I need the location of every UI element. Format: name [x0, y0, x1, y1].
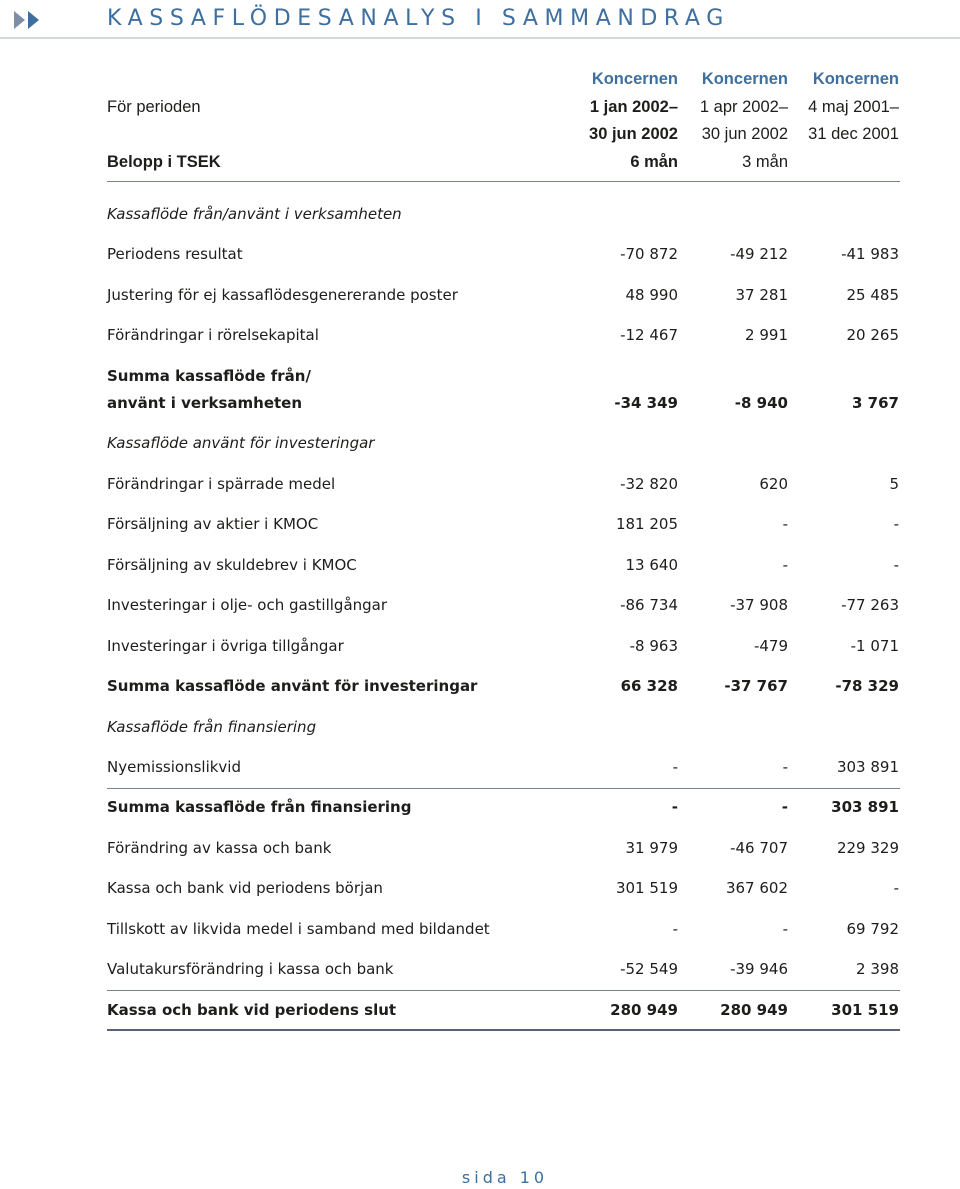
col1-period-to: 30 jun 2002	[589, 125, 678, 143]
header-rule	[107, 181, 900, 182]
subtotal-row-operations-values: använt i verksamheten -34 349 -8 940 3 767	[107, 394, 899, 412]
col1-entity: Koncernen	[591, 70, 678, 88]
table-row: Investeringar i olje- och gastillgångar -86 734 -37 908 -77 263	[107, 596, 899, 614]
rule-before-financing-total	[107, 788, 900, 789]
section-heading-operations: Kassaflöde från/använt i verksamheten	[107, 205, 402, 223]
subtotal-row-operations: Summa kassaflöde från/	[107, 367, 311, 385]
amount-label: Belopp i TSEK	[107, 153, 221, 171]
col2-period-from: 1 apr 2002–	[699, 98, 788, 116]
col3-period-to: 31 dec 2001	[808, 125, 899, 143]
table-row: Kassa och bank vid periodens början 301 519 367 602 -	[107, 879, 899, 897]
subtotal-row-financing: Summa kassaflöde från finansiering - - 303 891	[107, 798, 899, 816]
page-number: sida 10	[461, 1168, 549, 1187]
table-row: Försäljning av aktier i KMOC 181 205 - -	[107, 515, 899, 533]
subtotal-row-investments: Summa kassaflöde använt för investeringar 66 328 -37 767 -78 329	[107, 677, 899, 695]
total-row-closing-cash: Kassa och bank vid periodens slut 280 949 280 949 301 519	[107, 1001, 899, 1019]
table-row: Nyemissionslikvid - - 303 891	[107, 758, 899, 776]
col3-entity: Koncernen	[812, 70, 899, 88]
col1-period-from: 1 jan 2002–	[589, 98, 678, 116]
section-heading-financing: Kassaflöde från finansiering	[107, 718, 317, 736]
col2-entity: Koncernen	[701, 70, 788, 88]
page-title: KASSAFLÖDESANALYS I SAMMANDRAG	[107, 6, 730, 31]
rule-after-closing-total	[107, 1029, 900, 1031]
double-arrow-icon	[14, 9, 54, 31]
table-row: Tillskott av likvida medel i samband med bildandet - - 69 792	[107, 920, 899, 938]
col1-length: 6 mån	[630, 153, 678, 171]
col2-length: 3 mån	[742, 153, 788, 171]
table-row: Investeringar i övriga tillgångar -8 963 -479 -1 071	[107, 637, 899, 655]
table-row: Förändringar i spärrade medel -32 820 620 5	[107, 475, 899, 493]
section-heading-investments: Kassaflöde använt för investeringar	[107, 434, 375, 452]
table-row: Valutakursförändring i kassa och bank -52 549 -39 946 2 398	[107, 960, 899, 978]
table-row: Förändring av kassa och bank 31 979 -46 707 229 329	[107, 839, 899, 857]
period-label: För perioden	[107, 98, 201, 116]
table-row: Försäljning av skuldebrev i KMOC 13 640 - -	[107, 556, 899, 574]
table-row: Justering för ej kassaflödesgenererande poster 48 990 37 281 25 485	[107, 286, 899, 304]
col3-period-from: 4 maj 2001–	[808, 98, 899, 116]
col2-period-to: 30 jun 2002	[701, 125, 788, 143]
header-divider	[0, 37, 960, 39]
page-header	[0, 0, 960, 40]
table-row: Förändringar i rörelsekapital -12 467 2 991 20 265	[107, 326, 899, 344]
table-row: Periodens resultat -70 872 -49 212 -41 983	[107, 245, 899, 263]
rule-before-closing-total	[107, 990, 900, 991]
